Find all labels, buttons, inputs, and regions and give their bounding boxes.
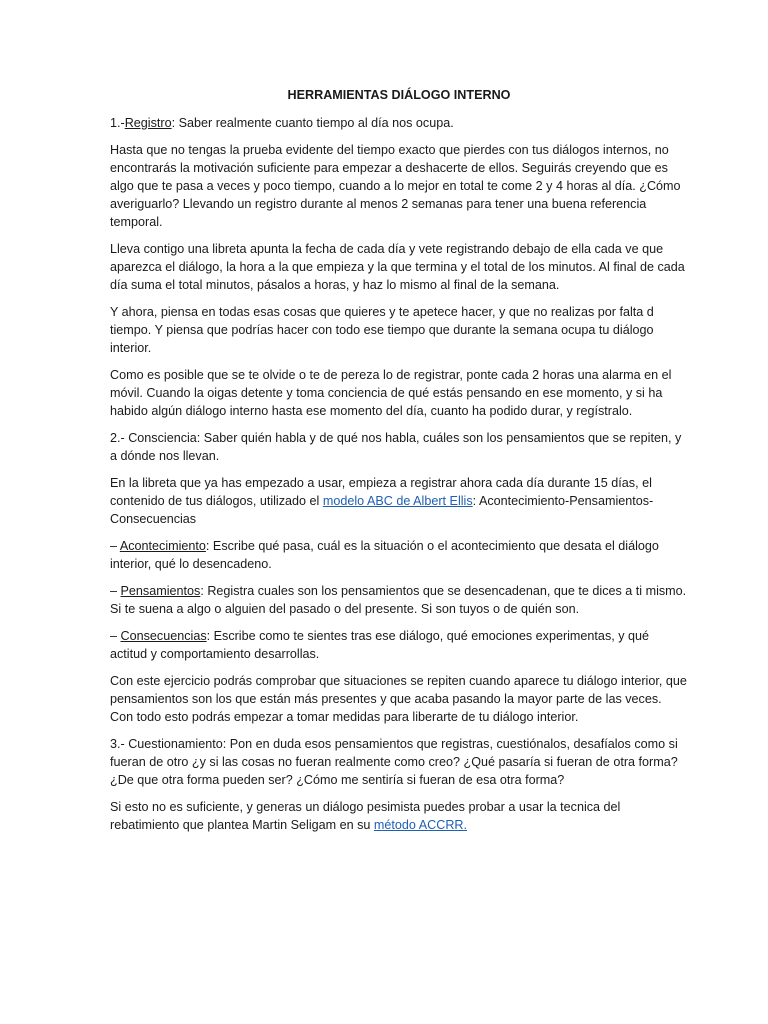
section-1-heading: [110, 114, 688, 132]
abc-model-link[interactable]: modelo ABC de Albert Ellis: [322, 494, 473, 508]
paragraph-7-text: Si esto no es suficiente, y generas un diálogo pesimista puedes probar a usar la tecnica del rebatimiento que plantea Martin Seligam en su: [110, 800, 621, 832]
bullet-text: : Registra cuales son los pensamientos que se desencadenan, que te dices a ti mismo. Si te suena a algo o alguien del pasado o del presente. Si son tuyos o de quién son.: [110, 584, 687, 616]
bullet-pensamientos: [110, 582, 688, 618]
bullet-consecuencias: [110, 627, 688, 663]
bullet-term: Pensamientos: [120, 584, 201, 598]
accrr-method-link[interactable]: método ACCRR.: [373, 818, 468, 832]
section-1-number: 1.-: [110, 116, 125, 130]
paragraph-2: Lleva contigo una libreta apunta la fecha de cada día y vete registrando debajo de ella cada ve que aparezca el diálogo, la hora a la que empieza y la que termina y el total de los minutos. Al final de cada día suma el total minutos, pásalos a horas, y haz lo mismo al final de la semana.: [110, 242, 685, 292]
section-1-description: : Saber realmente cuanto tiempo al día nos ocupa.: [171, 116, 454, 130]
bullet-text: : Escribe como te sientes tras ese diálogo, qué emociones experimentas, y qué actitud y comportamiento desarrollas.: [110, 629, 650, 661]
bullet-dash: –: [110, 629, 121, 643]
bullet-term: Acontecimiento: [119, 539, 206, 553]
paragraph-6: Con este ejercicio podrás comprobar que situaciones se repiten cuando aparece tu diálogo interior, que pensamientos son los que están más presentes y que acaba pasando la mayor parte de las veces. Con todo esto podrás empezar a tomar medidas para liberarte de tu diálogo interior.: [110, 674, 687, 724]
bullet-acontecimiento: [110, 537, 688, 573]
bullet-dash: –: [110, 584, 121, 598]
section-1-title: Registro: [124, 116, 172, 130]
paragraph-4: Como es posible que se te olvide o te de pereza lo de registrar, ponte cada 2 horas una alarma en el móvil. Cuando la oigas detente y toma conciencia de qué estás pensando en ese momento, y si ha habido algún diálogo interno hasta ese momento del día, cuanto ha podido durar, y regístralo.: [110, 368, 672, 418]
document-title: HERRAMIENTAS DIÁLOGO INTERNO: [287, 88, 511, 102]
paragraph-7: [110, 798, 688, 834]
bullet-text: : Escribe qué pasa, cuál es la situación o el acontecimiento que desata el diálogo interior, qué lo desencadeno.: [110, 539, 659, 571]
paragraph-5-text: En la libreta que ya has empezado a usar, empieza a registrar ahora cada día durante 15 días, el contenido de tus diálogos, utilizado el: [110, 476, 652, 508]
bullet-dash: –: [110, 539, 120, 553]
paragraph-1: Hasta que no tengas la prueba evidente del tiempo exacto que pierdes con tus diálogos internos, no encontrarás la motivación suficiente para empezar a deshacerte de ellos. Seguirás creyendo que es algo que te pasa a veces y poco tiempo, cuando a lo mejor en total te come 2 y 4 horas al día. ¿Cómo averiguarlo? Llevando un registro durante al menos 2 semanas para tener una buena referencia temporal.: [110, 143, 681, 229]
paragraph-5-text-after: : Acontecimiento-Pensamientos-Consecuencias: [110, 494, 654, 526]
section-2-heading: 2.- Consciencia: Saber quién habla y de qué nos habla, cuáles son los pensamientos que se repiten, y a dónde nos llevan.: [110, 431, 682, 463]
paragraph-5: [110, 474, 688, 528]
bullet-term: Consecuencias: [120, 629, 207, 643]
section-3-heading: 3.- Cuestionamiento: Pon en duda esos pensamientos que registras, cuestiónalos, desafíalos como si fueran de otro ¿y si las cosas no fueran realmente como creo? ¿Qué pasaría si fueran de otra forma? ¿De que otra forma pueden ser? ¿Cómo me sentiría si fueran de esa otra forma?: [110, 737, 678, 787]
paragraph-3: Y ahora, piensa en todas esas cosas que quieres y te apetece hacer, y que no realizas por falta d tiempo. Y piensa que podrías hacer con todo ese tiempo que durante la semana ocupa tu diálogo interior.: [110, 305, 654, 355]
